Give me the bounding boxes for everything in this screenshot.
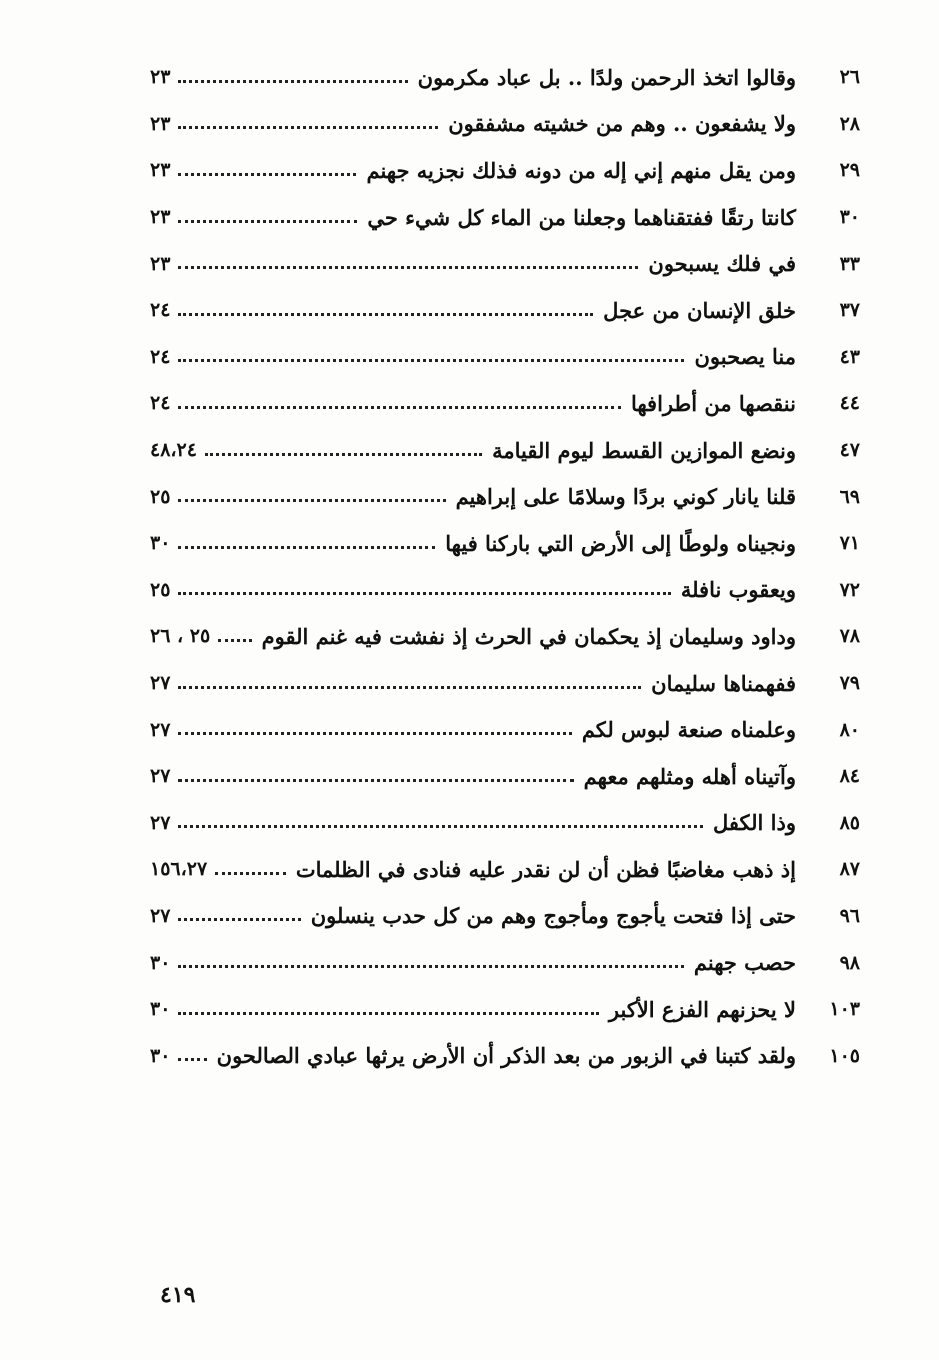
page-reference: ٢٥ — [150, 578, 171, 601]
verse-number: ٧١ — [839, 532, 860, 555]
index-row — [150, 240, 860, 287]
verse-number: ٤٤ — [839, 392, 860, 415]
page-reference: ٢٤ — [150, 392, 171, 415]
page-reference: ٢٣ — [150, 159, 171, 182]
index-row — [150, 706, 860, 753]
index-row — [150, 427, 860, 474]
verse-text: وذا الكفل — [713, 810, 796, 836]
verse-number: ٣٧ — [839, 299, 860, 322]
verse-index-list — [150, 54, 860, 1079]
page-reference: ٢٤ — [150, 299, 171, 322]
verse-number: ٣٠ — [839, 206, 860, 229]
verse-text: وداود وسليمان إذ يحكمان في الحرث إذ نفشت فيه غنم القوم — [261, 623, 796, 649]
dot-leader — [178, 266, 638, 269]
verse-text: ولقد كتبنا في الزبور من بعد الذكر أن الأرض يرثها عبادي الصالحون — [216, 1043, 796, 1069]
dot-leader — [178, 499, 445, 502]
page-reference: ٢٣ — [150, 112, 171, 135]
page-reference: ٢٧ — [150, 904, 171, 927]
index-row — [150, 473, 860, 520]
dot-leader — [178, 80, 407, 83]
dot-leader — [178, 965, 683, 968]
dot-leader — [178, 313, 593, 316]
verse-number: ٦٩ — [839, 485, 860, 508]
index-row — [150, 101, 860, 148]
dot-leader — [178, 173, 356, 176]
index-row — [150, 334, 860, 381]
verse-number: ٢٩ — [839, 159, 860, 182]
index-row — [150, 893, 860, 940]
index-row — [150, 800, 860, 847]
page-reference: ٢٣ — [150, 66, 171, 89]
page-reference: ٢٣ — [150, 252, 171, 275]
verse-text: ولا يشفعون .. وهم من خشيته مشفقون — [448, 111, 796, 137]
page-reference: ٣٠ — [150, 951, 171, 974]
verse-text: ويعقوب نافلة — [680, 577, 796, 603]
dot-leader — [178, 686, 641, 689]
verse-text: خلق الإنسان من عجل — [603, 297, 796, 323]
page-number: ٤١٩ — [160, 1282, 196, 1308]
verse-number: ٧٩ — [839, 672, 860, 695]
verse-number: ٩٦ — [839, 904, 860, 927]
dot-leader — [178, 1058, 206, 1061]
verse-number: ٨٠ — [839, 718, 860, 741]
page-reference: ١٥٦،٢٧ — [150, 858, 208, 881]
index-row — [150, 54, 860, 101]
page-reference: ٣٠ — [150, 998, 171, 1021]
page-reference: ٤٨،٢٤ — [150, 439, 197, 462]
dot-leader — [218, 639, 251, 642]
index-row — [150, 1032, 860, 1079]
verse-number: ١٠٣ — [829, 998, 860, 1021]
verse-number: ٩٨ — [839, 951, 860, 974]
dot-leader — [215, 872, 286, 875]
verse-number: ٤٣ — [839, 345, 860, 368]
verse-number: ٤٧ — [839, 439, 860, 462]
verse-number: ٧٨ — [839, 625, 860, 648]
verse-text: في فلك يسبحون — [648, 251, 796, 277]
dot-leader — [178, 546, 435, 549]
verse-text: وعلمناه صنعة لبوس لكم — [581, 717, 796, 743]
verse-text: إذ ذهب مغاضبًا فظن أن لن نقدر عليه فنادى في الظلمات — [295, 856, 796, 882]
page-reference: ٢٤ — [150, 345, 171, 368]
verse-text: منا يصحبون — [694, 344, 796, 370]
page-reference: ٣٠ — [150, 532, 171, 555]
dot-leader — [205, 453, 482, 456]
verse-text: كانتا رتقًا ففتقناهما وجعلنا من الماء كل شيء حي — [367, 204, 796, 230]
verse-text: وقالوا اتخذ الرحمن ولدًا .. بل عباد مكرمون — [417, 64, 796, 90]
dot-leader — [178, 126, 438, 129]
dot-leader — [178, 592, 670, 595]
verse-number: ٢٨ — [839, 112, 860, 135]
dot-leader — [178, 1012, 598, 1015]
dot-leader — [178, 406, 621, 409]
dot-leader — [178, 359, 684, 362]
index-row — [150, 380, 860, 427]
page-reference: ٣٠ — [150, 1044, 171, 1067]
index-row — [150, 986, 860, 1033]
verse-text: قلنا يانار كوني بردًا وسلامًا على إبراهيم — [455, 484, 796, 510]
index-row — [150, 660, 860, 707]
verse-number: ٣٣ — [839, 252, 860, 275]
verse-text: ونجيناه ولوطًا إلى الأرض التي باركنا فيها — [445, 530, 796, 556]
page-reference: ٢٥ — [150, 485, 171, 508]
verse-number: ٨٧ — [839, 858, 860, 881]
verse-number: ٢٦ — [839, 66, 860, 89]
index-row — [150, 939, 860, 986]
verse-text: ونضع الموازين القسط ليوم القيامة — [492, 437, 796, 463]
index-row — [150, 287, 860, 334]
verse-text: ومن يقل منهم إني إله من دونه فذلك نجزيه جهنم — [366, 157, 796, 183]
index-row — [150, 147, 860, 194]
verse-text: وآتيناه أهله ومثلهم معهم — [583, 763, 796, 789]
index-row — [150, 520, 860, 567]
verse-text: لا يحزنهم الفزع الأكبر — [608, 996, 796, 1022]
dot-leader — [178, 918, 300, 921]
page-reference: ٢٥ ، ٢٦ — [150, 625, 211, 648]
page-reference: ٢٧ — [150, 718, 171, 741]
index-row — [150, 567, 860, 614]
dot-leader — [178, 732, 571, 735]
index-row — [150, 194, 860, 241]
index-row — [150, 753, 860, 800]
dot-leader — [178, 220, 357, 223]
page-reference: ٢٧ — [150, 765, 171, 788]
page-reference: ٢٧ — [150, 672, 171, 695]
dot-leader — [178, 825, 703, 828]
page-reference: ٢٣ — [150, 206, 171, 229]
verse-text: ننقصها من أطرافها — [630, 390, 796, 416]
verse-number: ٨٥ — [839, 811, 860, 834]
verse-text: ففهمناها سليمان — [651, 670, 796, 696]
verse-number: ٨٤ — [839, 765, 860, 788]
verse-number: ٧٢ — [839, 578, 860, 601]
verse-text: حتى إذا فتحت يأجوج ومأجوج وهم من كل حدب ينسلون — [310, 903, 796, 929]
page-reference: ٢٧ — [150, 811, 171, 834]
verse-number: ١٠٥ — [829, 1044, 860, 1067]
dot-leader — [178, 779, 573, 782]
verse-text: حصب جهنم — [693, 950, 796, 976]
index-row — [150, 846, 860, 893]
index-row — [150, 613, 860, 660]
